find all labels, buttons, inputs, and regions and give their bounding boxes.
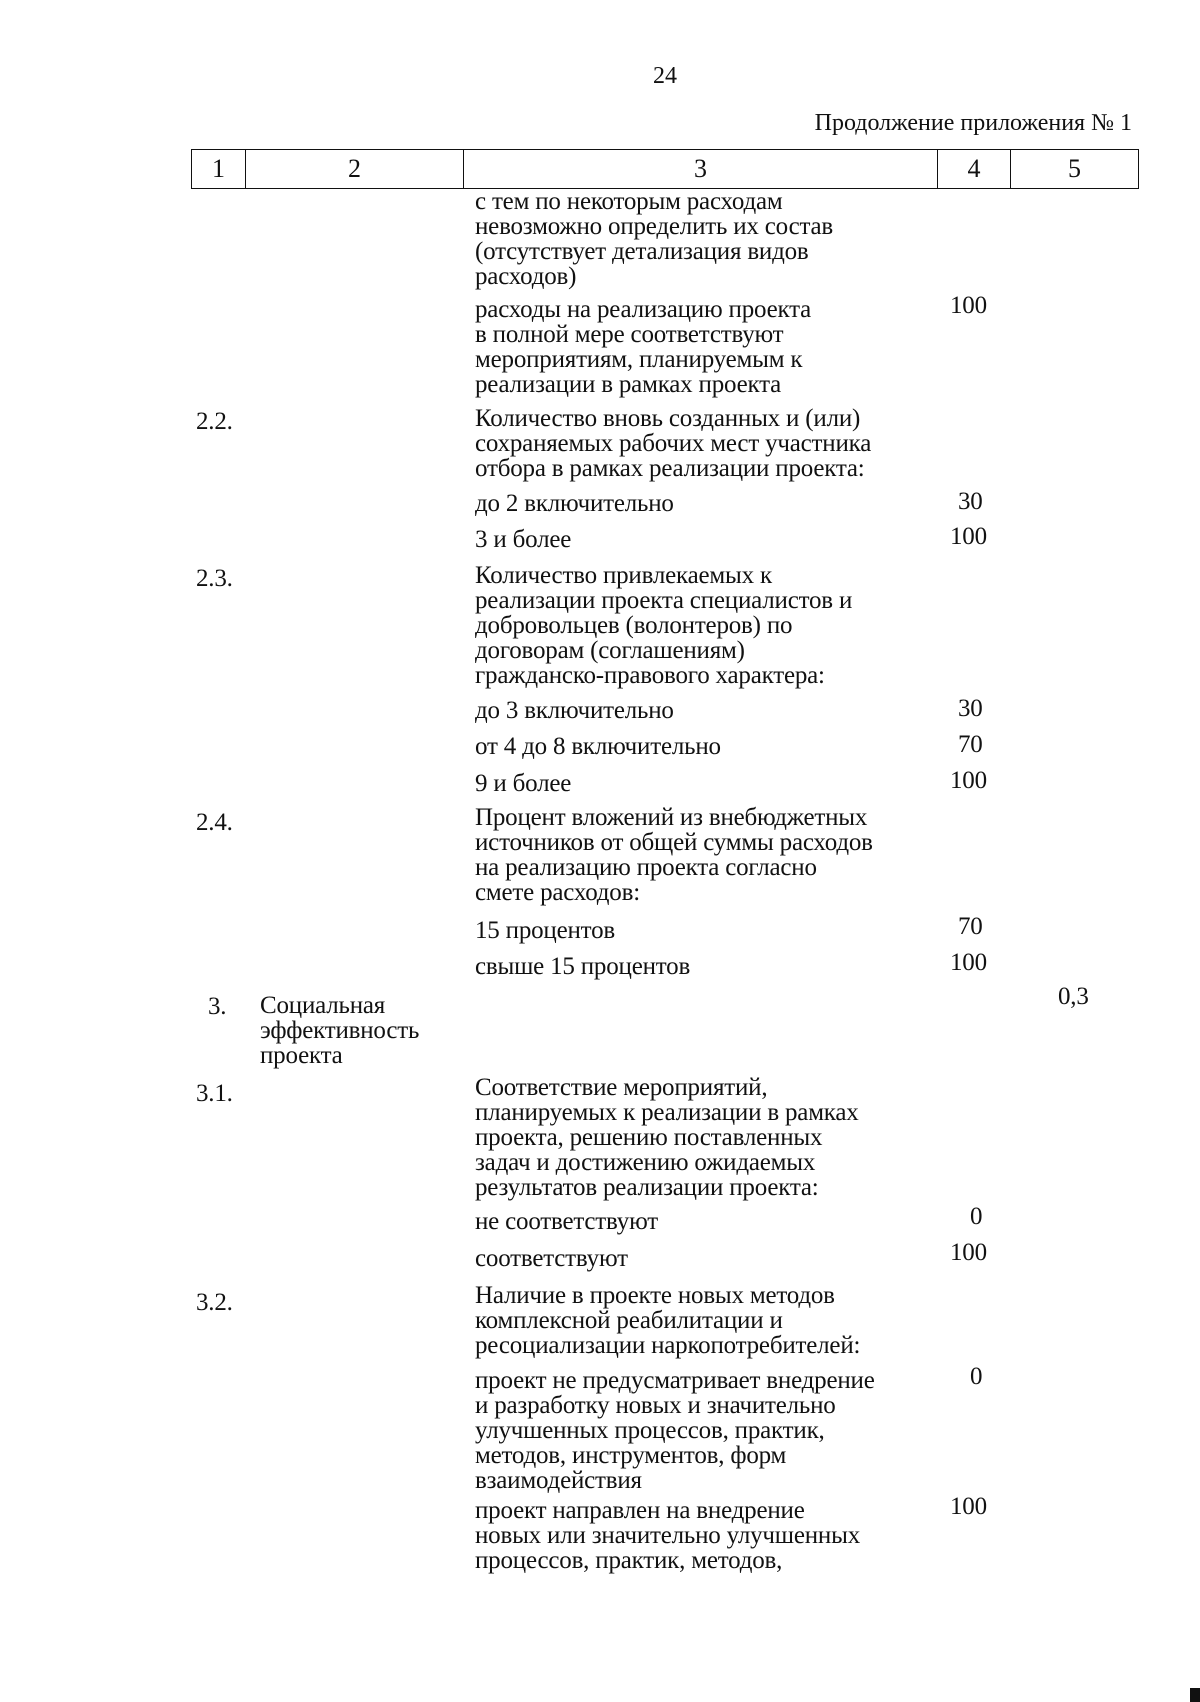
row-number: 2.4.	[196, 809, 233, 836]
column-header-5: 5	[1011, 150, 1139, 189]
row-score: 30	[958, 695, 983, 722]
row-text: 9 и более	[475, 770, 572, 797]
row-criterion-name: Социальная эффективность проекта	[260, 992, 420, 1069]
row-score: 100	[950, 1239, 987, 1266]
row-text: Количество привлекаемых к реализации проекта специалистов и добровольцев (волонтеров) по договорам (соглашениям) гражданско-правового характера:	[475, 562, 853, 689]
row-score: 70	[958, 731, 983, 758]
row-text: не соответствуют	[475, 1208, 658, 1235]
row-text: проект направлен на внедрение новых или значительно улучшенных процессов, практик, методов,	[475, 1497, 860, 1574]
row-number: 3.2.	[196, 1289, 233, 1316]
row-text: 3 и более	[475, 526, 572, 553]
row-score: 0	[970, 1203, 983, 1230]
row-score: 0	[970, 1363, 983, 1390]
scan-edge-mark	[1190, 1688, 1200, 1702]
row-text: соответствуют	[475, 1245, 628, 1272]
row-text: с тем по некоторым расходам невозможно определить их состав (отсутствует детализация видов расходов)	[475, 188, 833, 290]
row-weight: 0,3	[1058, 983, 1089, 1010]
continuation-label: Продолжение приложения № 1	[814, 110, 1132, 136]
row-score: 100	[950, 1493, 987, 1520]
row-number: 3.	[208, 993, 227, 1020]
column-header-2: 2	[246, 150, 464, 189]
column-header-1: 1	[192, 150, 246, 189]
row-score: 100	[950, 292, 987, 319]
row-text: свыше 15 процентов	[475, 953, 691, 980]
row-number: 2.2.	[196, 408, 233, 435]
row-score: 100	[950, 767, 987, 794]
row-text: проект не предусматривает внедрение и разработку новых и значительно улучшенных процессов, практик, методов, инструментов, форм взаимодействия	[475, 1367, 875, 1494]
column-header-3: 3	[464, 150, 938, 189]
page-number: 24	[653, 63, 677, 89]
row-score: 30	[958, 488, 983, 515]
row-text: до 3 включительно	[475, 697, 674, 724]
row-score: 100	[950, 949, 987, 976]
row-text: Соответствие мероприятий, планируемых к реализации в рамках проекта, решению поставленных задач и достижению ожидаемых результатов реализации проекта:	[475, 1074, 859, 1201]
column-header-table	[191, 149, 1139, 189]
row-text: Процент вложений из внебюджетных источников от общей суммы расходов на реализацию проекта согласно смете расходов:	[475, 804, 873, 906]
row-text: до 2 включительно	[475, 490, 674, 517]
row-number: 2.3.	[196, 565, 233, 592]
row-text: расходы на реализацию проекта в полной мере соответствуют мероприятиям, планируемым к реализации в рамках проекта	[475, 296, 812, 398]
row-number: 3.1.	[196, 1080, 233, 1107]
row-score: 70	[958, 913, 983, 940]
row-text: Количество вновь созданных и (или) сохраняемых рабочих мест участника отбора в рамках реализации проекта:	[475, 405, 872, 482]
column-header-4: 4	[938, 150, 1011, 189]
row-text: Наличие в проекте новых методов комплексной реабилитации и ресоциализации наркопотребителей:	[475, 1282, 861, 1359]
column-header-row	[192, 150, 1139, 189]
row-score: 100	[950, 523, 987, 550]
row-text: от 4 до 8 включительно	[475, 733, 721, 760]
row-text: 15 процентов	[475, 917, 615, 944]
